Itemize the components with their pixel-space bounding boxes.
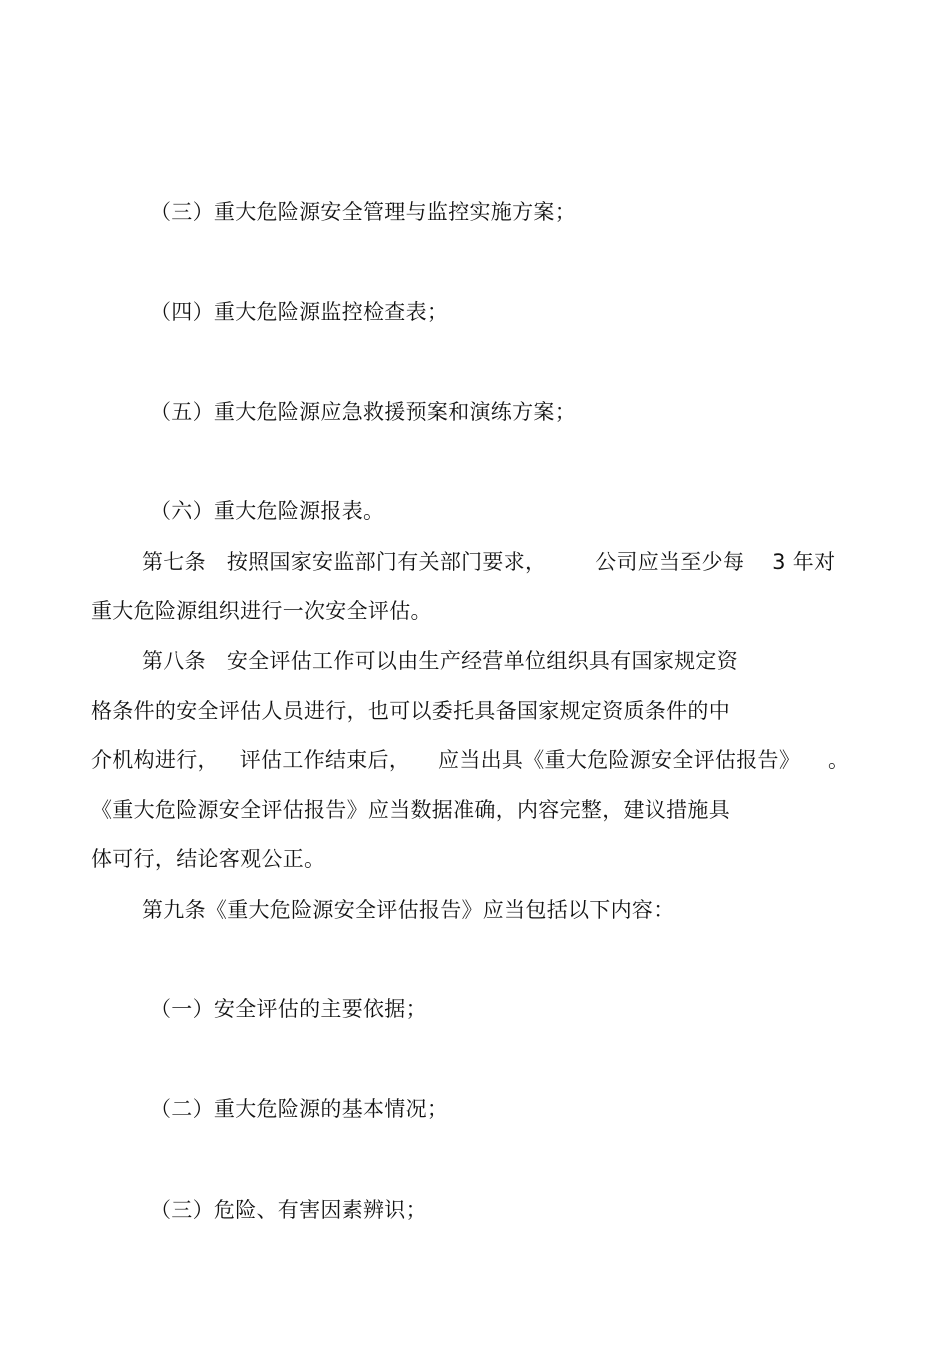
list-item-2-basic-situation: （二）重大危险源的基本情况； [150, 1097, 449, 1121]
list-item-5-emergency-plan: （五）重大危险源应急救援预案和演练方案； [150, 400, 576, 424]
article-8-line-4: 《重大危险源安全评估报告》应当数据准确，内容完整，建议措施具 [91, 798, 730, 822]
article-8-line-3: 介机构进行， 评估工作结束后， 应当出具《重大危险源安全评估报告》 。 [91, 748, 850, 772]
list-item-3-management-plan: （三）重大危险源安全管理与监控实施方案； [150, 200, 576, 224]
article-7-line-2: 重大危险源组织进行一次安全评估。 [91, 599, 432, 623]
article-9-line-1: 第九条《重大危险源安全评估报告》应当包括以下内容： [142, 898, 675, 922]
list-item-1-basis: （一）安全评估的主要依据； [150, 997, 427, 1021]
article-8-line-5: 体可行，结论客观公正。 [91, 847, 326, 871]
article-8-line-2: 格条件的安全评估人员进行，也可以委托具备国家规定资质条件的中 [91, 699, 730, 723]
article-7-line-1: 第七条 按照国家安监部门有关部门要求， 公司应当至少每 3 年对 [142, 550, 836, 574]
list-item-6-report-form: （六）重大危险源报表。 [150, 499, 385, 523]
list-item-3-hazard-identification: （三）危险、有害因素辨识； [150, 1198, 427, 1222]
list-item-4-inspection-table: （四）重大危险源监控检查表； [150, 300, 449, 324]
article-8-line-1: 第八条 安全评估工作可以由生产经营单位组织具有国家规定资 [142, 649, 739, 673]
